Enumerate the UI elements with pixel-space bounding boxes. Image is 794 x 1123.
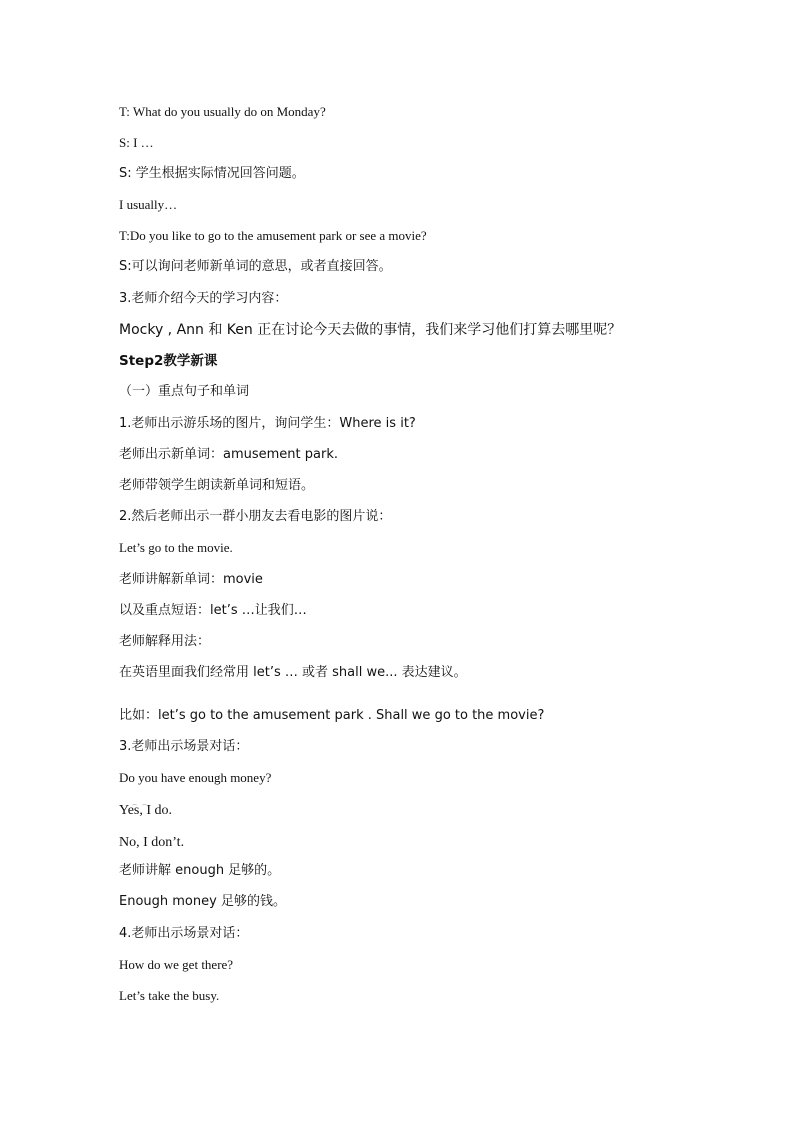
teacher-question-monday: T: What do you usually do on Monday? — [119, 104, 326, 119]
usage-explanation-heading: 老师解释用法： — [119, 634, 211, 649]
enough-explanation: 老师讲解 enough 足够的。 — [119, 863, 281, 878]
dialogue-take-bus-answer: Let’s take the busy. — [119, 988, 220, 1003]
item-1-park-picture: 1.老师出示游乐场的图片，询问学生：Where is it? — [119, 416, 416, 431]
student-answer-i: S: I … — [119, 135, 154, 150]
new-word-amusement-park: 老师出示新单词：amusement park. — [119, 447, 338, 462]
teacher-question-park-movie: T:Do you like to go to the amusement park or see a movie? — [119, 228, 427, 243]
dialogue-enough-money-question: Do you have enough money? — [119, 770, 272, 785]
step-3-intro: 3.老师介绍今天的学习内容： — [119, 291, 288, 306]
student-response-note: S:可以询问老师新单词的意思，或者直接回答。 — [119, 259, 392, 274]
student-answer-usually: I usually… — [119, 197, 178, 212]
new-word-movie: 老师讲解新单词：movie — [119, 572, 263, 587]
key-phrase-lets: 以及重点短语：let’s …让我们… — [119, 603, 307, 618]
read-aloud-note: 老师带领学生朗读新单词和短语。 — [119, 478, 315, 493]
dialogue-get-there-question: How do we get there? — [119, 957, 234, 972]
sentence-lets-go-movie: Let’s go to the movie. — [119, 540, 233, 555]
item-3-dialogue-heading: 3.老师出示场景对话： — [119, 739, 249, 754]
dialogue-answer-no: No, I don’t. — [119, 835, 185, 850]
item-2-movie-picture: 2.然后老师出示一群小朋友去看电影的图片说： — [119, 509, 392, 524]
subsection-heading-key-words: （一）重点句子和单词 — [119, 384, 250, 399]
usage-explanation-text: 在英语里面我们经常用 let’s … 或者 shall we... 表达建议。 — [119, 665, 467, 680]
dialogue-answer-yes: Yes, I do. — [119, 803, 173, 818]
student-answer-note: S: 学生根据实际情况回答问题。 — [119, 166, 305, 181]
item-4-dialogue-heading: 4.老师出示场景对话： — [119, 926, 249, 941]
lesson-context: Mocky , Ann 和 Ken 正在讨论今天去做的事情，我们来学习他们打算去哪里呢？ — [119, 322, 622, 338]
enough-money-meaning: Enough money 足够的钱。 — [119, 894, 286, 909]
example-sentences: 比如：let’s go to the amusement park . Shall we go to the movie? — [119, 708, 545, 723]
section-heading-step2: Step2教学新课 — [119, 353, 218, 369]
faint-scan-mark — [132, 795, 152, 801]
